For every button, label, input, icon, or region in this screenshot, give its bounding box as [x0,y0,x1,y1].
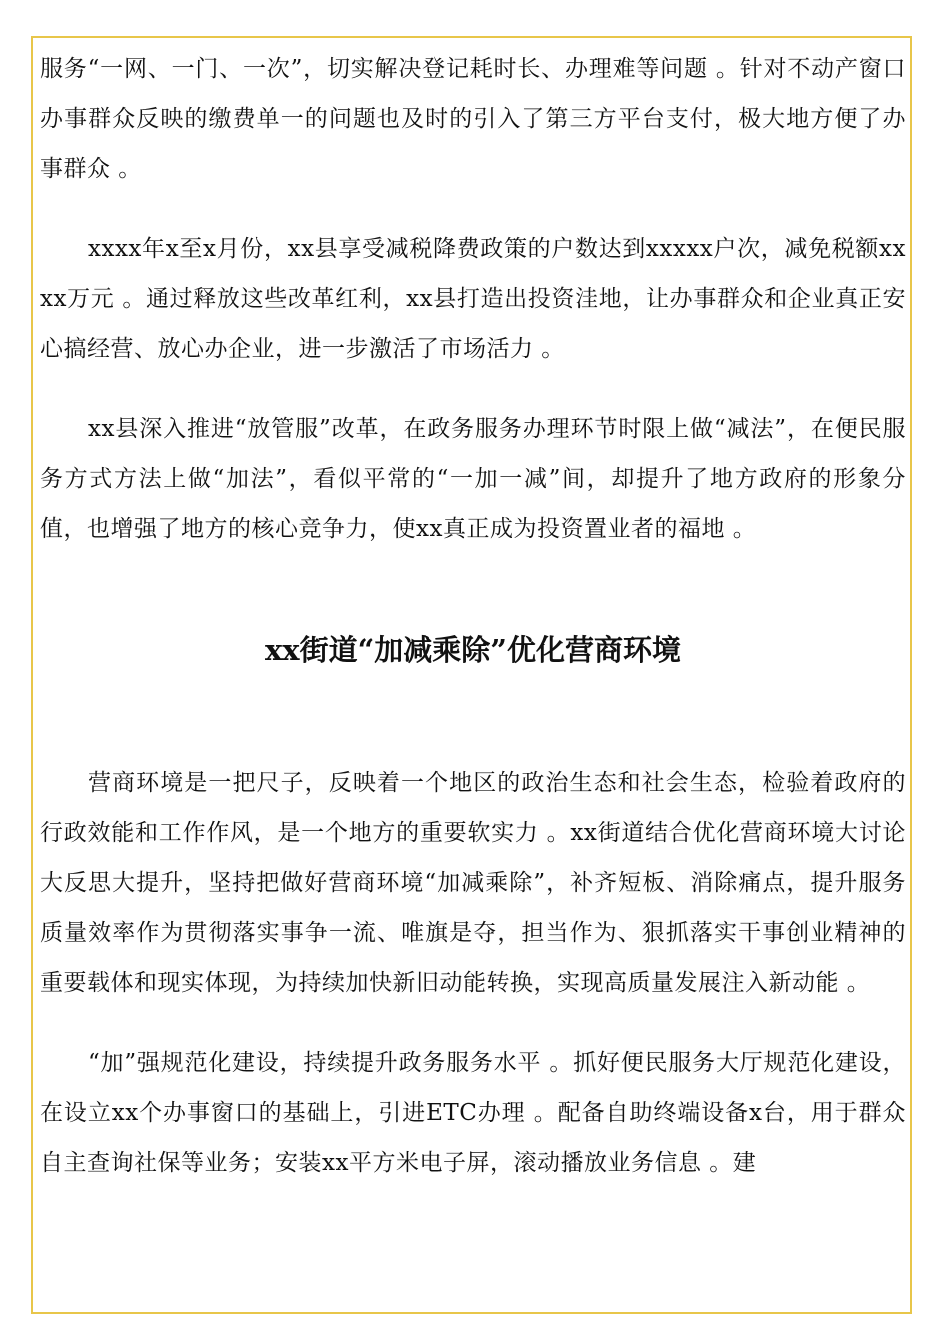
section-title: xx街道“加减乘除”优化营商环境 [265,633,681,667]
document-body [40,44,906,1188]
paragraph-reform-summary: xx县深入推进“放管服”改革，在政务服务办理环节时限上做“减法”，在便民服务方式方法上做“加法”，看似平常的“一加一减”间，却提升了地方政府的形象分值，也增强了地方的核心竞争力，使xx真正成为投资置业者的福地 。 [40,416,906,542]
paragraph-tax-reduction: xxxx年x至x月份，xx县享受减税降费政策的户数达到xxxxx户次，减免税额xxxx万元 。通过释放这些改革红利，xx县打造出投资洼地，让办事群众和企业真正安心搞经营、放心办企业，进一步激活了市场活力 。 [40,236,906,362]
paragraph-add-standardization: “加”强规范化建设，持续提升政务服务水平 。抓好便民服务大厅规范化建设，在设立xx个办事窗口的基础上，引进ETC办理 。配备自助终端设备x台，用于群众自主查询社保等业务；安装xx平方米电子屏，滚动播放业务信息 。建 [40,1050,906,1176]
paragraph-business-environment: 营商环境是一把尺子，反映着一个地区的政治生态和社会生态，检验着政府的行政效能和工作作风，是一个地方的重要软实力 。xx街道结合优化营商环境大讨论大反思大提升，坚持把做好营商环境“加减乘除”，补齐短板、消除痛点，提升服务质量效率作为贯彻落实事争一流、唯旗是夺，担当作为、狠抓落实干事创业精神的重要载体和现实体现，为持续加快新旧动能转换，实现高质量发展注入新动能 。 [40,770,906,996]
paragraph-continuation: 服务“一网、一门、一次”，切实解决登记耗时长、办理难等问题 。针对不动产窗口办事群众反映的缴费单一的问题也及时的引入了第三方平台支付，极大地方便了办事群众 。 [40,56,906,182]
